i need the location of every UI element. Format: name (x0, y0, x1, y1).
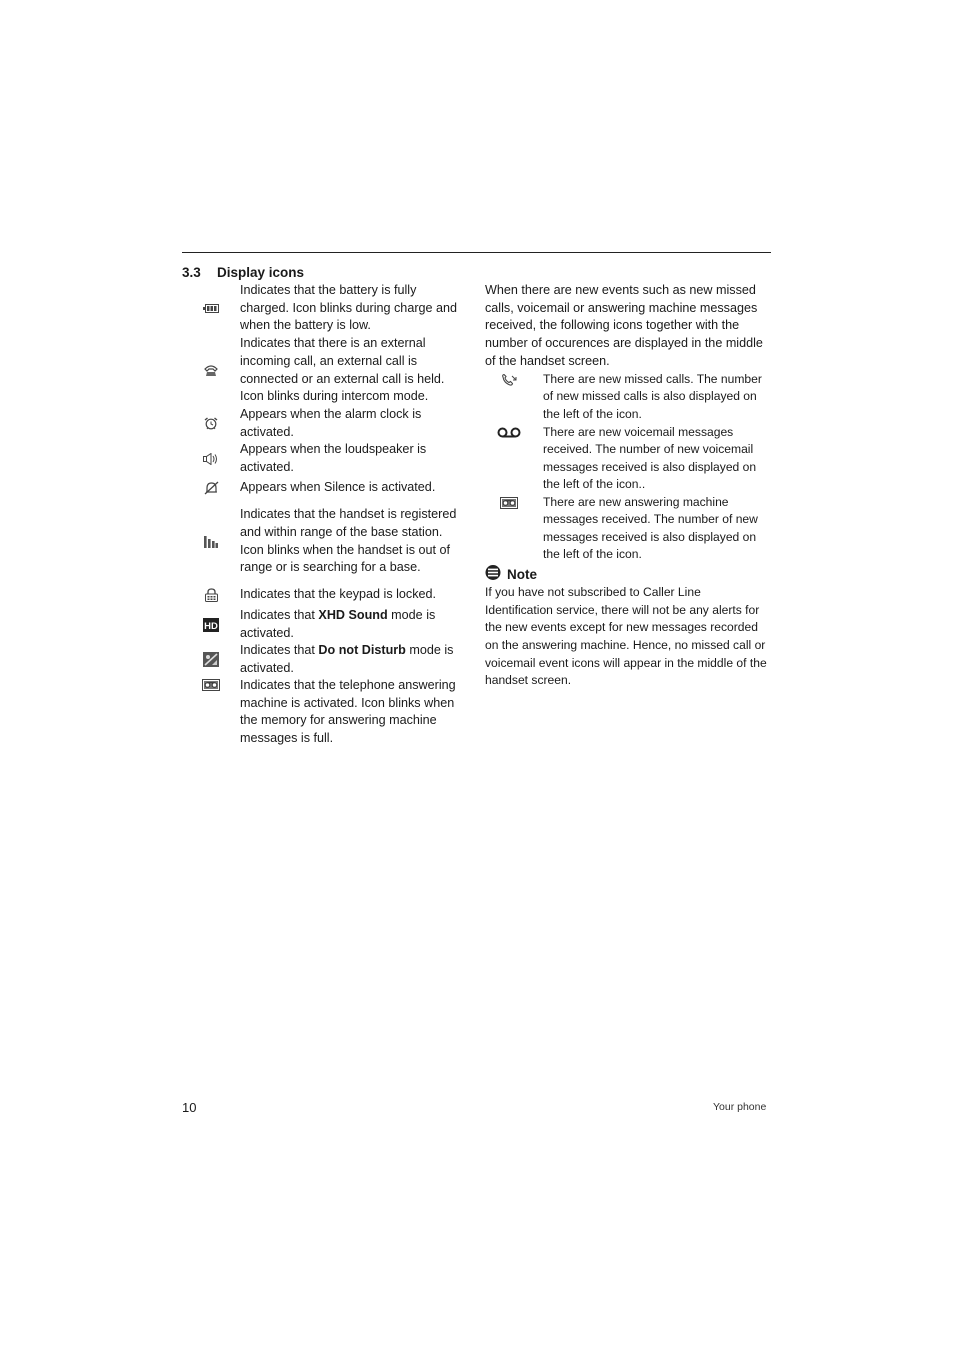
icon-list-left (182, 282, 472, 748)
icon-row (182, 677, 472, 748)
section-heading (182, 265, 304, 280)
event-row (485, 494, 775, 564)
icon-row (182, 642, 472, 677)
icon-row (182, 583, 472, 607)
signal-icon (182, 536, 240, 548)
missed-call-icon (485, 371, 533, 388)
item-text: Indicates that the telephone answering machine is activated. Icon blinks when the memory for answering machine messages is full. (240, 678, 456, 746)
item-text: Indicates that XHD Sound mode is activated. (240, 607, 436, 640)
answering-machine-message-icon (485, 494, 533, 509)
icon-row (182, 500, 472, 583)
events-intro: When there are new events such as new missed calls, voicemail or answering machine messages received, the following icons together with the number of occurences are displayed in the middle of the handset screen. (485, 283, 763, 368)
call-icon (182, 364, 240, 377)
voicemail-icon (485, 424, 533, 438)
event-text: There are new missed calls. The number of new missed calls is also displayed on the left of the icon. (543, 371, 762, 421)
event-text: There are new voicemail messages received. The number of new voicemail messages received is also displayed on the left of the icon.. (543, 424, 757, 492)
note-icon (485, 565, 507, 585)
do-not-disturb-icon (182, 652, 240, 667)
top-rule (182, 252, 771, 253)
icon-row (182, 282, 472, 335)
icon-row (182, 406, 472, 441)
alarm-clock-icon (182, 417, 240, 430)
hd-icon (182, 618, 240, 632)
note-title: Note (507, 566, 537, 582)
loudspeaker-icon (182, 453, 240, 465)
item-text: Appears when the alarm clock is activated. (240, 406, 422, 439)
icon-row (182, 335, 472, 406)
icon-row (182, 607, 472, 642)
item-text: Appears when Silence is activated. (240, 480, 436, 495)
event-text: There are new answering machine messages received. The number of new messages received is also displayed on the left of the icon. (543, 494, 758, 562)
note-heading (485, 565, 775, 585)
item-text: Indicates that the keypad is locked. (240, 587, 437, 602)
svg-text:HD: HD (204, 620, 218, 632)
item-text: Indicates that Do not Disturb mode is activated. (240, 642, 454, 675)
page-number: 10 (182, 1100, 197, 1115)
icon-row (182, 441, 472, 476)
keypad-lock-icon (182, 588, 240, 602)
item-text: Indicates that there is an external incoming call, an external call is connected or an external call is held. Icon blinks during intercom mode. (240, 336, 445, 404)
item-text: Appears when the loudspeaker is activated. (240, 441, 427, 474)
section-number: 3.3 (182, 265, 201, 280)
mode-name: Do not Disturb (318, 642, 406, 657)
section-title: Display icons (217, 265, 305, 280)
item-text: Indicates that the handset is registered and within range of the base station. Icon blinks when the handset is out of range or is searching for a base. (240, 507, 457, 575)
icon-row (182, 476, 472, 500)
footer-title: Your phone (713, 1101, 767, 1113)
mode-name: XHD Sound (318, 607, 388, 622)
event-row (485, 424, 775, 494)
event-row (485, 371, 775, 424)
note-body: If you have not subscribed to Caller Line Identification service, there will not be any alerts for the new events except for new messages recorded on the answering machine. Hence, no missed call or voicemail event icons will appear in the middle of the handset screen. (485, 585, 767, 688)
silence-icon (182, 481, 240, 495)
item-text: Indicates that the battery is fully charged. Icon blinks during charge and when the battery is low. (240, 282, 458, 333)
answering-machine-icon (182, 677, 240, 691)
battery-icon (182, 304, 240, 313)
events-column (485, 282, 775, 690)
